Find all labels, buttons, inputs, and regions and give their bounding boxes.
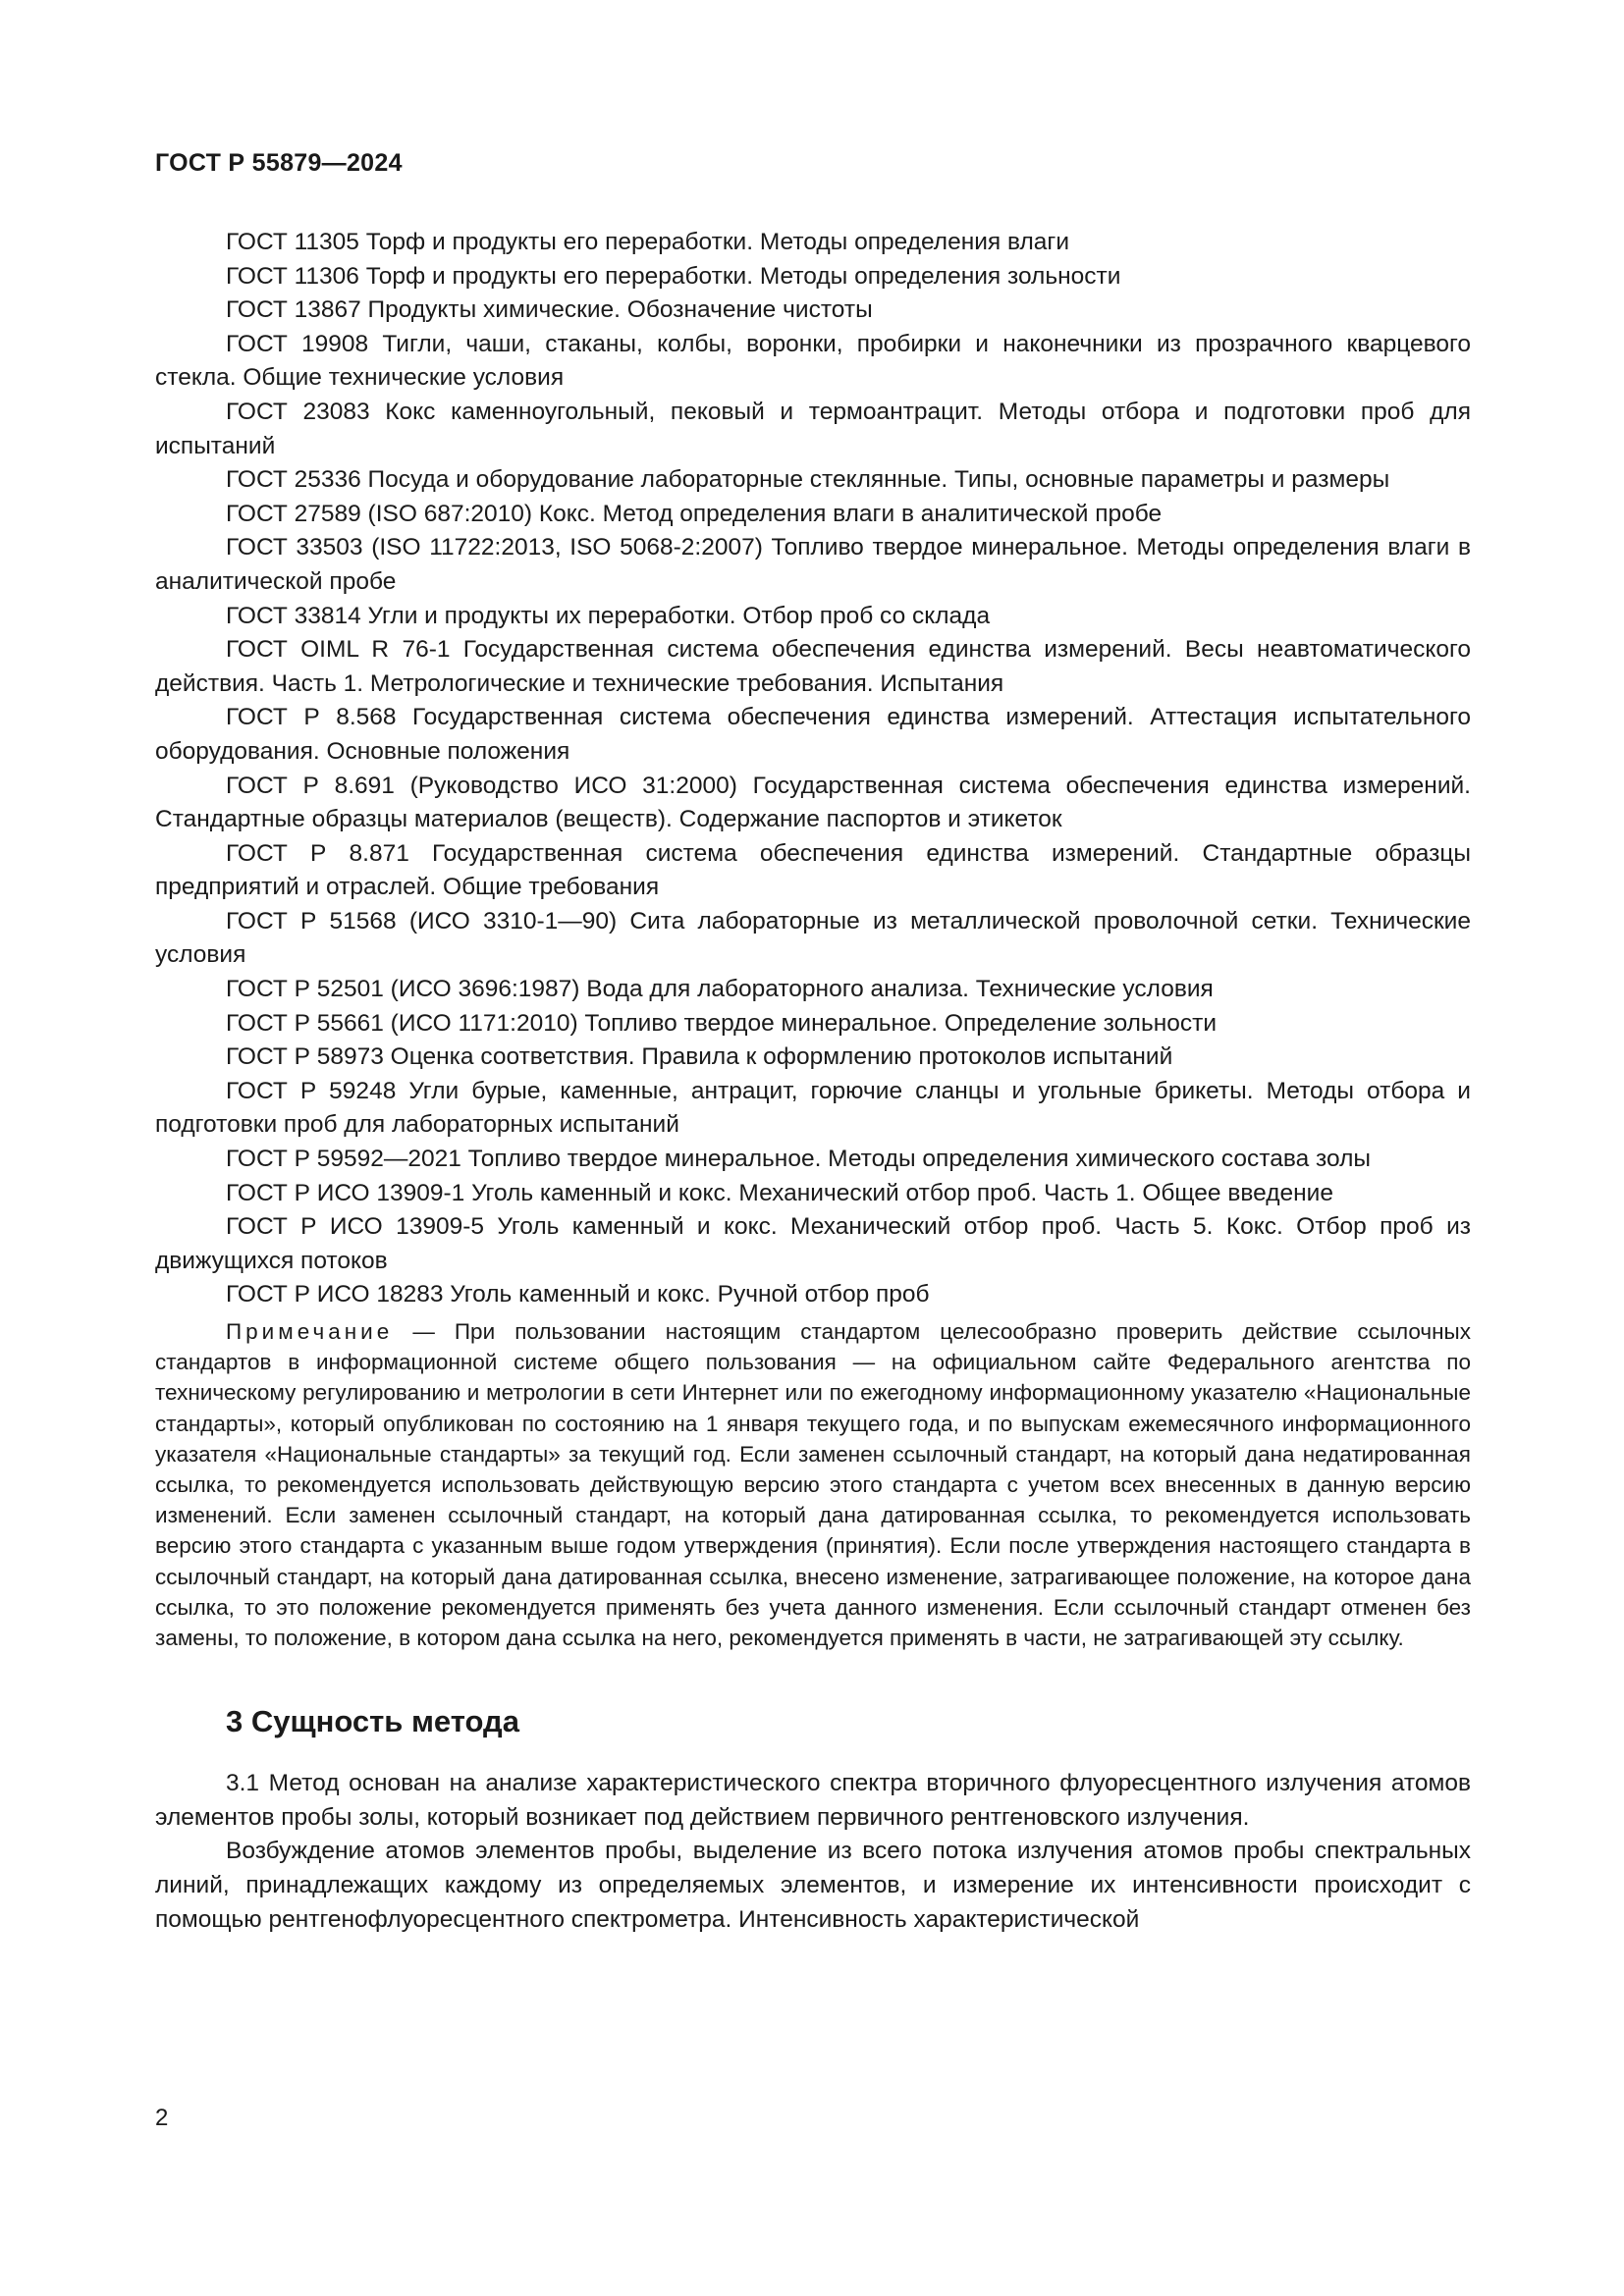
reference-item: ГОСТ Р ИСО 18283 Уголь каменный и кокс. Ручной отбор проб: [226, 1281, 930, 1308]
note-label: Примечание: [226, 1319, 394, 1344]
section-paragraph: Возбуждение атомов элементов пробы, выделение из всего потока излучения атомов пробы спектральных линий, принадлежащих каждому из определяемых элементов, и измерение их интенсивности происходит с помощью рентгенофлуоресцентного спектрометра. Интенсивность характеристической: [155, 1838, 1471, 1933]
reference-item: ГОСТ Р 58973 Оценка соответствия. Правила к оформлению протоколов испытаний: [226, 1043, 1173, 1071]
note: [155, 1316, 1471, 1653]
reference-item: ГОСТ 25336 Посуда и оборудование лабораторные стеклянные. Типы, основные параметры и размеры: [226, 466, 1390, 494]
note-text: — При пользовании настоящим стандартом целесообразно проверить действие ссылочных стандартов в информационной системе общего пользования — на официальном сайте Федерального агентства по техническому регулированию и метрологии в сети Интернет или по ежегодному информационному указателю «Национальные стандарты», который опубликован по состоянию на 1 января текущего года, и по выпускам ежемесячного информационного указателя «Национальные стандарты» за текущий год. Если заменен ссылочный стандарт, на который дана недатированная ссылка, то рекомендуется использовать действующую версию этого стандарта с учетом всех внесенных в данную версию изменений. Если заменен ссылочный стандарт, на который дана датированная ссылка, то рекомендуется использовать версию этого стандарта с указанным выше годом утверждения (принятия). Если после утверждения настоящего стандарта в ссылочный стандарт, на который дана датированная ссылка, внесено изменение, затрагивающее положение, на которое дана ссылка, то это положение рекомендуется применять без учета данного изменения. Если ссылочный стандарт отменен без замены, то положение, в котором дана ссылка на него, рекомендуется применять в части, не затрагивающей эту ссылку.: [155, 1319, 1471, 1651]
page-content: [155, 226, 1471, 1937]
reference-item: ГОСТ 11305 Торф и продукты его переработки. Методы определения влаги: [226, 229, 1070, 255]
reference-item: ГОСТ 33814 Угли и продукты их переработки. Отбор проб со склада: [226, 602, 991, 629]
reference-item: ГОСТ Р 8.568 Государственная система обеспечения единства измерений. Аттестация испытательного оборудования. Основные положения: [155, 704, 1471, 765]
reference-item: ГОСТ Р ИСО 13909-5 Уголь каменный и кокс. Механический отбор проб. Часть 5. Кокс. Отбор проб из движущихся потоков: [155, 1213, 1471, 1274]
reference-item: ГОСТ OIML R 76-1 Государственная система обеспечения единства измерений. Весы неавтоматического действия. Часть 1. Метрологические и технические требования. Испытания: [155, 636, 1471, 697]
reference-item: ГОСТ Р ИСО 13909-1 Уголь каменный и кокс. Механический отбор проб. Часть 1. Общее введение: [226, 1179, 1333, 1206]
section-title: 3 Сущность метода: [226, 1704, 519, 1739]
page-number: 2: [155, 2105, 169, 2131]
reference-item: ГОСТ Р 52501 (ИСО 3696:1987) Вода для лабораторного анализа. Технические условия: [226, 976, 1214, 1003]
reference-item: ГОСТ Р 59248 Угли бурые, каменные, антрацит, горючие сланцы и угольные брикеты. Методы отбора и подготовки проб для лабораторных испытаний: [155, 1077, 1471, 1139]
reference-item: ГОСТ 13867 Продукты химические. Обозначение чистоты: [226, 296, 873, 324]
page-header: ГОСТ Р 55879—2024: [155, 149, 403, 177]
reference-item: ГОСТ 33503 (ISO 11722:2013, ISO 5068-2:2007) Топливо твердое минеральное. Методы определения влаги в аналитической пробе: [155, 534, 1471, 595]
reference-item: ГОСТ 23083 Кокс каменноугольный, пековый и термоантрацит. Методы отбора и подготовки проб для испытаний: [155, 398, 1471, 459]
reference-item: ГОСТ Р 51568 (ИСО 3310-1—90) Сита лабораторные из металлической проволочной сетки. Технические условия: [155, 907, 1471, 969]
reference-item: ГОСТ 11306 Торф и продукты его переработки. Методы определения зольности: [226, 262, 1121, 290]
reference-item: ГОСТ 27589 (ISO 687:2010) Кокс. Метод определения влаги в аналитической пробе: [226, 500, 1163, 527]
reference-item: ГОСТ Р 59592—2021 Топливо твердое минеральное. Методы определения химического состава золы: [226, 1146, 1371, 1173]
reference-item: ГОСТ Р 55661 (ИСО 1171:2010) Топливо твердое минеральное. Определение зольности: [226, 1009, 1218, 1037]
section-paragraph: 3.1 Метод основан на анализе характеристического спектра вторичного флуоресцентного излучения атомов элементов пробы золы, который возникает под действием первичного рентгеновского излучения.: [155, 1770, 1471, 1831]
reference-item: ГОСТ Р 8.871 Государственная система обеспечения единства измерений. Стандартные образцы предприятий и отраслей. Общие требования: [155, 839, 1471, 901]
reference-item: ГОСТ 19908 Тигли, чаши, стаканы, колбы, воронки, пробирки и наконечники из прозрачного кварцевого стекла. Общие технические условия: [155, 330, 1471, 392]
reference-item: ГОСТ Р 8.691 (Руководство ИСО 31:2000) Государственная система обеспечения единства измерений. Стандартные образцы материалов (веществ). Содержание паспортов и этикеток: [155, 772, 1471, 833]
